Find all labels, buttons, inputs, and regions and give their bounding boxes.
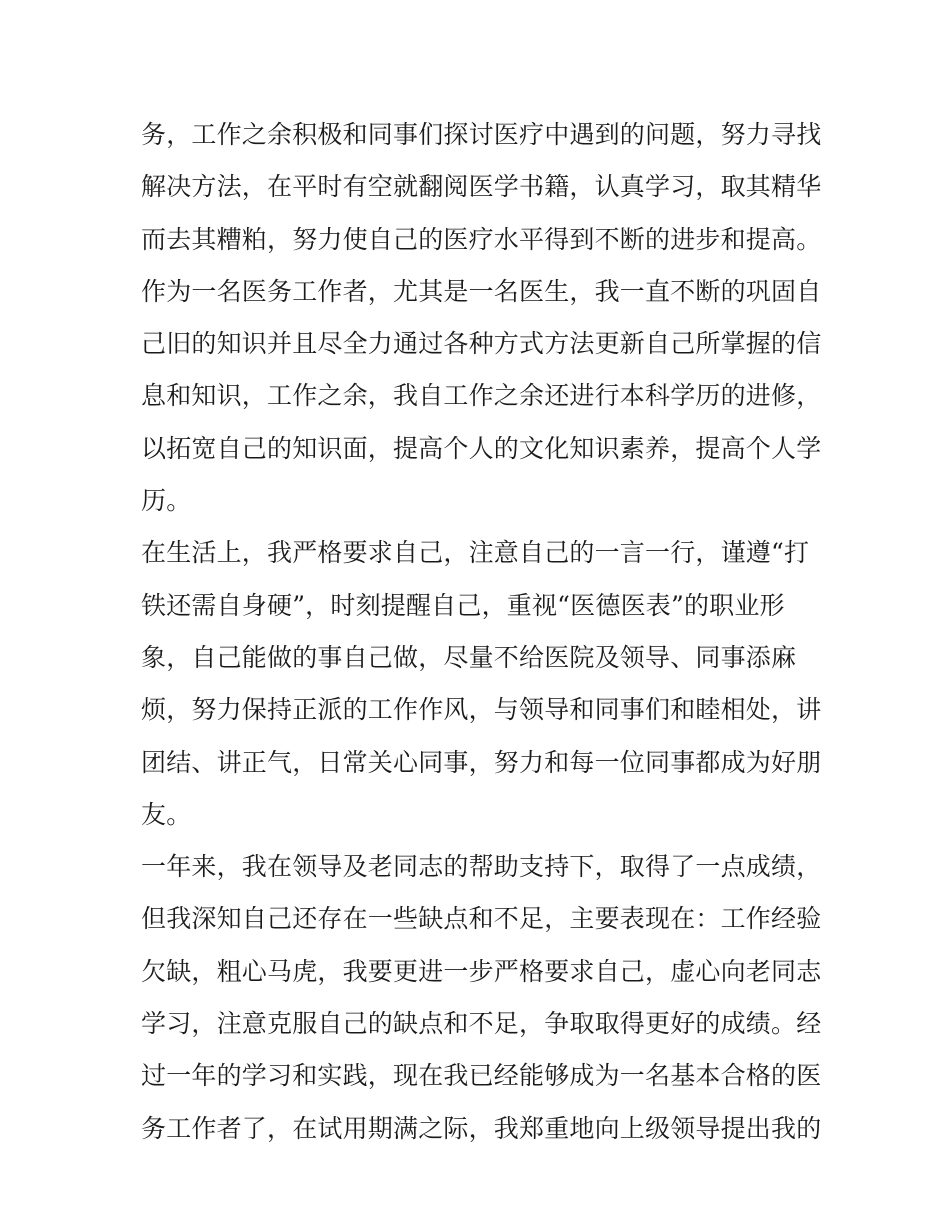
text-line: 象，自己能做的事自己做，尽量不给医院及领导、同事添麻: [141, 642, 797, 672]
body-text: [141, 109, 821, 1155]
text-line: 学习，注意克服自己的缺点和不足，争取取得更好的成绩。经: [141, 1009, 822, 1039]
text-line: 务工作者了，在试用期满之际，我郑重地向上级领导提出我的: [141, 1113, 822, 1143]
text-line: 在生活上，我严格要求自己，注意自己的一言一行，谨遵“打: [141, 538, 810, 568]
text-line: 但我深知自己还存在一些缺点和不足，主要表现在：工作经验: [141, 904, 822, 934]
text-line: 欠缺，粗心马虎，我要更进一步严格要求自己，虚心向老同志: [141, 956, 822, 986]
text-line: 一年来，我在领导及老同志的帮助支持下，取得了一点成绩，: [141, 852, 822, 882]
text-line: 铁还需自身硬”，时刻提醒自己，重视“医德医表”的职业形: [141, 590, 785, 620]
text-line: 历。: [141, 486, 192, 516]
text-line: 团结、讲正气，日常关心同事，努力和每一位同事都成为好朋: [141, 747, 822, 777]
text-line: 作为一名医务工作者，尤其是一名医生，我一直不断的巩固自: [141, 276, 822, 306]
text-line: 务，工作之余积极和同事们探讨医疗中遇到的问题，努力寻找: [141, 120, 822, 149]
text-line: 解决方法，在平时有空就翻阅医学书籍，认真学习，取其精华: [141, 172, 822, 202]
text-line: 息和知识，工作之余，我自工作之余还进行本科学历的进修，: [141, 381, 822, 411]
text-line: 己旧的知识并且尽全力通过各种方式方法更新自己所掌握的信: [141, 329, 822, 359]
text-line: 烦，努力保持正派的工作作风，与领导和同事们和睦相处，讲: [141, 695, 822, 725]
text-line: 过一年的学习和实践，现在我已经能够成为一名基本合格的医: [141, 1061, 822, 1091]
text-line: 以拓宽自己的知识面，提高个人的文化知识素养，提高个人学: [141, 433, 822, 463]
text-line: 友。: [141, 799, 192, 829]
text-line: 而去其糟粕，努力使自己的医疗水平得到不断的进步和提高。: [141, 224, 822, 254]
